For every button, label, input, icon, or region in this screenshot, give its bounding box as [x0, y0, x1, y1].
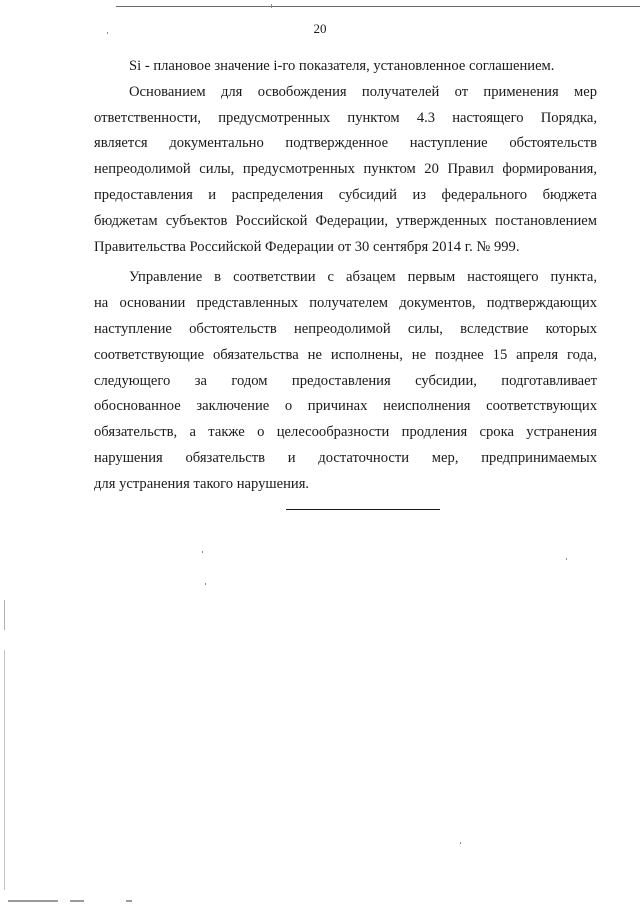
text-line: на основании представленных получателем документов, подтверждающих [94, 295, 597, 312]
text-line: Основанием для освобождения получателей от применения мер [129, 83, 597, 100]
text-line: обоснованное заключение о причинах неисполнения соответствующих [94, 398, 597, 415]
text-line: Управление в соответствии с абзацем первым настоящего пункта, [129, 269, 597, 286]
text-line: наступление обстоятельств непреодолимой силы, вследствие которых [94, 320, 597, 337]
page-number: 20 [313, 21, 327, 36]
scan-speck [4, 650, 5, 890]
text-line: нарушения обязательств и достаточности мер, предпринимаемых [94, 449, 597, 466]
document-body [94, 54, 597, 498]
scan-speck [202, 551, 203, 553]
paragraph-exemption-basis [94, 80, 597, 261]
text-line: Правительства Российской Федерации от 30 сентября 2014 г. № 999. [94, 238, 520, 255]
scan-speck [107, 32, 108, 34]
text-line: бюджетам субъектов Российской Федерации, утвержденных постановлением [94, 212, 597, 229]
scan-speck [566, 558, 567, 560]
text-line: следующего за годом предоставления субсидии, подготавливает [94, 372, 597, 389]
scan-speck [460, 842, 461, 844]
scan-speck [205, 583, 206, 585]
scan-speck [271, 4, 272, 8]
end-of-section-rule [286, 509, 440, 510]
text-line: ответственности, предусмотренных пунктом 4.3 настоящего Порядка, [94, 109, 597, 126]
text-line: является документально подтвержденное наступление обстоятельств [94, 135, 597, 152]
scan-edge-marks [0, 900, 140, 903]
text-line: Si - плановое значение i-го показателя, установленное соглашением. [129, 58, 555, 74]
top-border-line [116, 6, 640, 7]
paragraph-formula-definition [94, 54, 597, 80]
text-line: обязательств, а также о целесообразности продления срока устранения [94, 424, 597, 441]
paragraph-management-procedure [94, 265, 597, 497]
text-line: соответствующие обязательства не исполнены, не позднее 15 апреля года, [94, 346, 597, 363]
scan-speck [4, 600, 5, 630]
text-line: для устранения такого нарушения. [94, 475, 310, 492]
text-line: непреодолимой силы, предусмотренных пунктом 20 Правил формирования, [94, 161, 597, 178]
text-line: предоставления и распределения субсидий из федерального бюджета [94, 186, 597, 203]
